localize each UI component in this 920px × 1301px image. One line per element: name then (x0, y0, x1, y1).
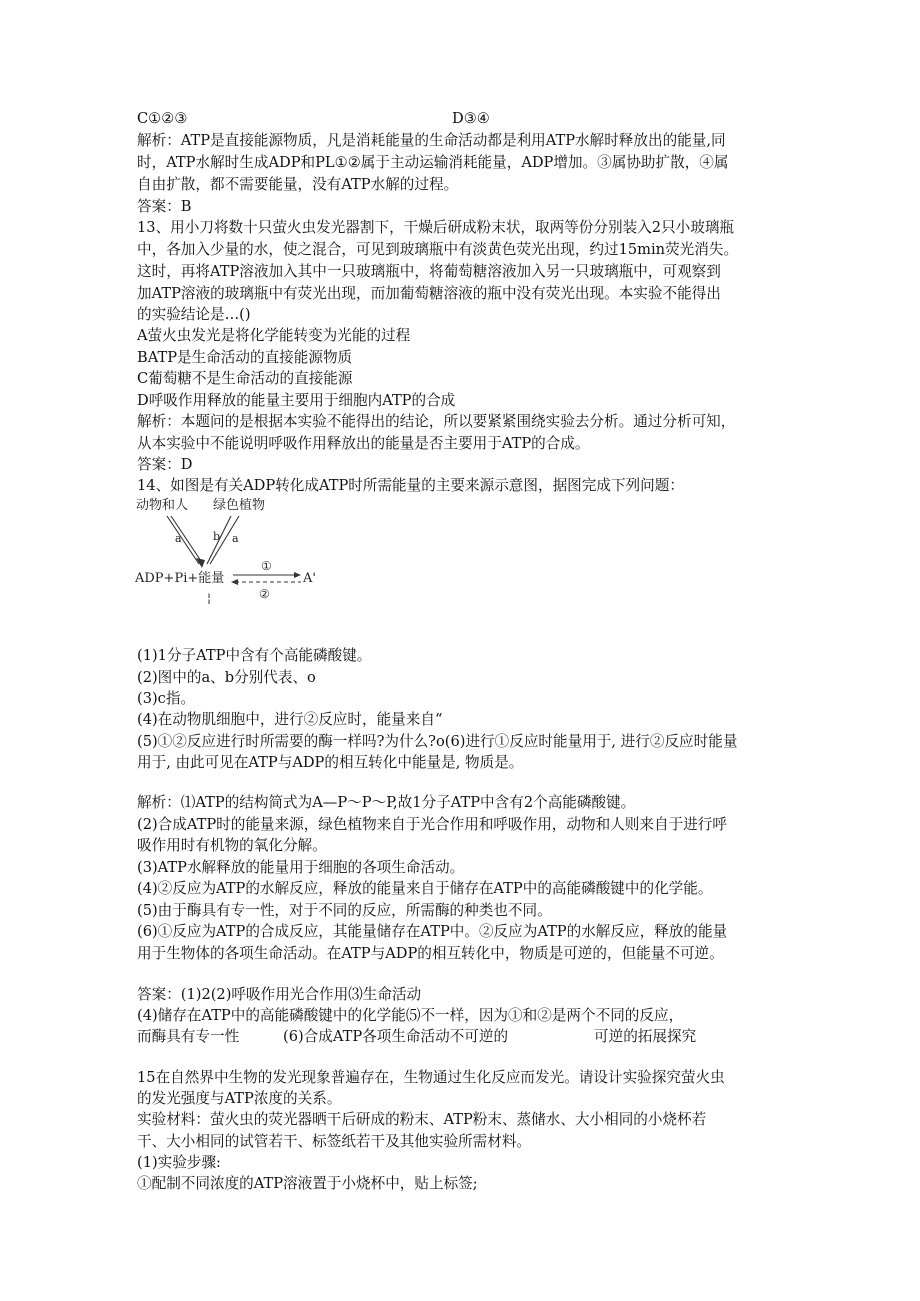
sub-question-2: (2)图中的a、b分别代表、o (137, 669, 316, 686)
extension-heading: 可逆的拓展探究 (594, 1028, 697, 1045)
sub-question-1: (1)1分子ATP中含有个高能磷酸键。 (137, 647, 372, 664)
question-14: 14、如图是有关ADP转化成ATP时所需能量的主要来源示意图，据图完成下列问题： (137, 477, 684, 494)
label-a-right: a (232, 532, 239, 545)
text-line: 干、大小相同的试管若干、标签纸若干及其他实验所需材料。 (137, 1133, 532, 1150)
question-15: 15在自然界中生物的发光现象普遍存在，生物通过生化反应而发光。请设计实验探究萤火虫 (137, 1069, 725, 1086)
text-line: (2)合成ATP时的能量来源，绿色植物来自于光合作用和呼吸作用，动物和人则来自于进行呼 (137, 816, 727, 833)
text-line: 中，各加入少量的水，使之混合，可见到玻璃瓶中有淡黄色荧光出现，约过15min荧光消失。 (137, 241, 739, 258)
option-d: D呼吸作用释放的能量主要用于细胞内ATP的合成 (137, 392, 456, 409)
text-line: 这时，再将ATP溶液加入其中一只玻璃瓶中，将葡萄糖溶液加入另一只玻璃瓶中，可观察到 (137, 263, 721, 280)
sub-question-4: (4)在动物肌细胞中，进行②反应时，能量来自“ (137, 711, 443, 728)
text-line: (5)由于酶具有专一性，对于不同的反应，所需酶的种类也不同。 (137, 902, 552, 919)
atp-node: A' (303, 571, 316, 586)
answer-line: (4)储存在ATP中的高能磷酸键中的化学能⑸不一样，因为①和②是两个不同的反应， (137, 1007, 684, 1024)
sub-question-5-6: (5)①②反应进行时所需要的酶一样吗?为什么?o(6)进行①反应时能量用于, 进行②反应时能量 (137, 733, 738, 750)
option-c: C葡萄糖不是生命活动的直接能源 (137, 370, 353, 387)
text-line: 用于, 由此可见在ATP与ADP的相互转化中能量是, 物质是。 (137, 754, 524, 771)
sub-question-3: (3)c指。 (137, 690, 196, 707)
analysis-line: 解析：⑴ATP的结构简式为A—P～P～P,故1分子ATP中含有2个高能磷酸键。 (137, 794, 636, 811)
c-mark: ¦ (207, 591, 212, 605)
atp-energy-diagram (133, 494, 323, 612)
reaction-1-label: ① (261, 559, 272, 573)
answer-line: 答案：(1)2(2)呼吸作用光合作用⑶生命活动 (137, 986, 422, 1003)
option-a: A萤火虫发光是将化学能转变为光能的过程 (137, 327, 411, 344)
arrow-a-left-edge (167, 516, 199, 564)
text-line: 自由扩散，都不需要能量，没有ATP水解的过程。 (137, 176, 459, 193)
steps-heading: (1)实验步骤: (137, 1154, 221, 1171)
text-line: (6)①反应为ATP的合成反应，其能量储存在ATP中。②反应为ATP的水解反应，释放的能量 (137, 923, 728, 940)
label-b: b (213, 530, 221, 543)
text-line: 的发光强度与ATP浓度的关系。 (137, 1090, 342, 1107)
text-line: 用于生物体的各项生命活动。在ATP与ADP的相互转化中，物质是可逆的，但能量不可逆。 (137, 945, 724, 962)
step-1: ①配制不同浓度的ATP溶液置于小烧杯中，贴上标签; (137, 1175, 478, 1192)
answer-line: 答案：B (137, 198, 192, 215)
source-animals-label: 动物和人 (136, 498, 189, 513)
option-c-line: C①②③ (137, 110, 188, 127)
answer-line: 而酶具有专一性 (137, 1028, 240, 1045)
text-line: 的实验结论是…() (137, 306, 251, 323)
source-plants-label: 绿色植物 (213, 498, 266, 513)
text-line: 解析：ATP是直接能源物质，凡是消耗能量的生命活动都是利用ATP水解时释放出的能量,同 (137, 132, 726, 149)
text-line: 吸作用时有机物的氧化分解。 (137, 837, 327, 854)
text-line: (4)②反应为ATP的水解反应，释放的能量来自于储存在ATP中的高能磷酸键中的化学能。 (137, 880, 713, 897)
reaction-1-arrowhead (294, 572, 301, 578)
text-line: (3)ATP水解释放的能量用于细胞的各项生命活动。 (137, 859, 465, 876)
text-line: 时，ATP水解时生成ADP和PL①②属于主动运输消耗能量，ADP增加。③属协助扩散，④属 (137, 154, 729, 171)
text-line: 解析：本题问的是根据本实验不能得出的结论，所以要紧紧围绕实验去分析。通过分析可知， (137, 413, 736, 430)
question-13: 13、用小刀将数十只萤火虫发光器割下，干燥后研成粉末状，取两等份分别装入2只小玻璃瓶 (137, 219, 735, 236)
answer-line: (6)合成ATP各项生命活动不可逆的 (283, 1028, 509, 1045)
arrowhead (196, 558, 205, 568)
text-line: 加ATP溶液的玻璃瓶中有荧光出现，而加葡萄糖溶液的瓶中没有荧光出现。本实验不能得出 (137, 285, 721, 302)
materials-line: 实验材料：萤火虫的荧光器晒干后研成的粉末、ATP粉末、蒸储水、大小相同的小烧杯若 (137, 1111, 707, 1128)
answer-line: 答案：D (137, 456, 193, 473)
text-line: 从本实验中不能说明呼吸作用释放出的能量是否主要用于ATP的合成。 (137, 435, 590, 452)
label-a-left: a (175, 532, 182, 545)
reaction-2-label: ② (259, 587, 270, 601)
option-d-line: D③④ (452, 110, 490, 127)
option-b: BATP是生命活动的直接能源物质 (137, 349, 353, 366)
reaction-2-arrowhead (231, 579, 238, 585)
adp-node: ADP+Pi+能量 (135, 571, 225, 586)
